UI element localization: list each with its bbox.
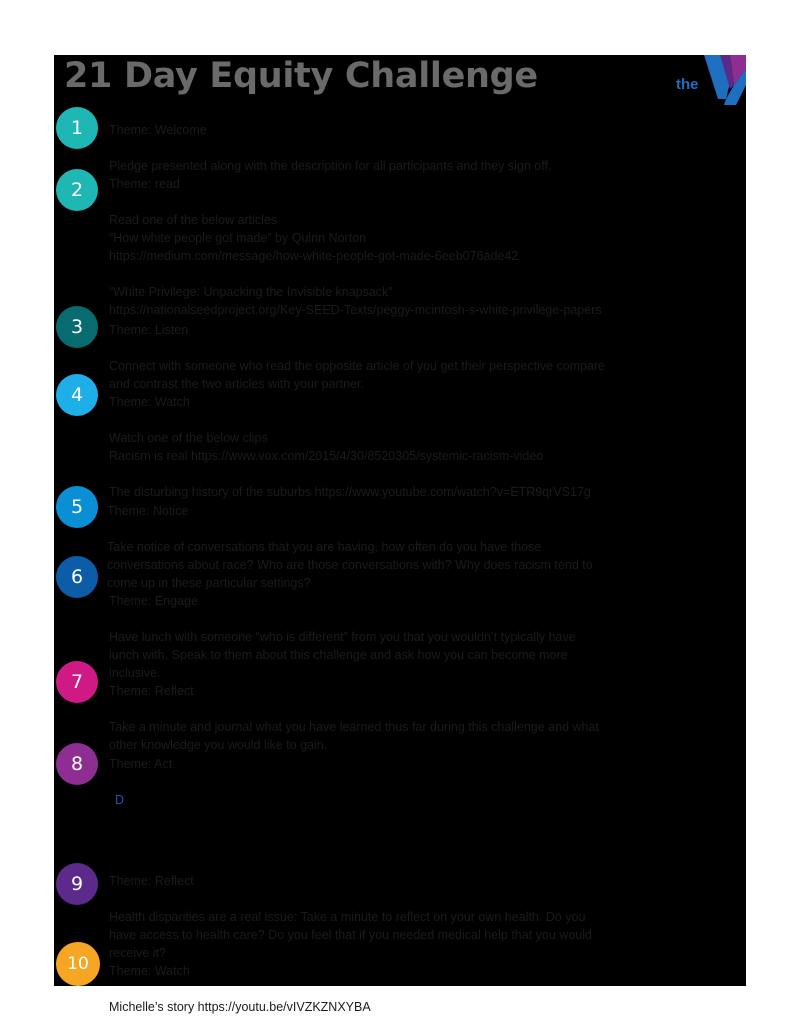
day-1-description: Pledge presented along with the description for all participants and they sign off. bbox=[109, 159, 552, 173]
day-4-description: Watch one of the below clips Racism is real https://www.vox.com/2015/4/30/8520305/systemic-racism-video The disturbing history of the suburbs https://www.youtube.com/watch?v=ETR9qrVS17g bbox=[109, 431, 591, 499]
day-10-entry bbox=[67, 944, 724, 1034]
day-5-description: Take notice of conversations that you are having, how often do you have those conversations about race? Who are those conversations with? Why does racism tend to come up in these particular settings? bbox=[107, 540, 593, 590]
svg-text:the: the bbox=[676, 76, 699, 93]
ymca-y-logo-icon bbox=[674, 55, 746, 105]
ymca-logo bbox=[674, 55, 746, 105]
day-5-theme: Theme: Notice bbox=[107, 504, 189, 518]
day-7-theme: Theme: Reflect bbox=[109, 684, 194, 698]
day-10-theme: Theme: Watch bbox=[109, 964, 190, 978]
day-7-description: Take a minute and journal what you have learned thus far during this challenge and what other knowledge you would like to gain. bbox=[109, 720, 599, 752]
day-3-number-badge: 3 bbox=[56, 306, 98, 348]
day-8-theme: Theme: Act bbox=[109, 757, 173, 771]
day-3-description: Connect with someone who read the opposite article of you get their perspective compare and contrast the two articles with your partner. bbox=[109, 359, 606, 391]
day-9-theme: Theme: Reflect bbox=[109, 874, 194, 888]
day-1-theme: Theme: Welcome bbox=[109, 123, 207, 137]
day-8-number-badge: 8 bbox=[56, 743, 98, 785]
day-4-theme: Theme: Watch bbox=[109, 395, 190, 409]
day-2-number-badge: 2 bbox=[56, 169, 98, 211]
day-9-description: Health disparities are a real issue: Take a minute to reflect on your own health. Do you have access to health care? Do you feel that if you needed medical help that you would receive it? bbox=[109, 910, 592, 960]
day-6-number-badge: 6 bbox=[56, 556, 98, 598]
day-10-number-badge: 10 bbox=[56, 942, 100, 986]
day-7-number-badge: 7 bbox=[56, 661, 98, 703]
day-4-number-badge: 4 bbox=[56, 374, 98, 416]
day-5-number-badge: 5 bbox=[56, 486, 98, 528]
day-8-entry bbox=[70, 737, 724, 827]
day-9-number-badge: 9 bbox=[56, 863, 98, 905]
document-page bbox=[54, 55, 746, 1014]
page-title: 21 Day Equity Challenge bbox=[64, 56, 538, 96]
day-6-description: Have lunch with someone “who is different” from you that you wouldn’t typically have lunch with. Speak to them about this challenge and ask how you can become more inclusive. bbox=[109, 630, 576, 680]
day-1-number-badge: 1 bbox=[56, 107, 98, 149]
day-10-description: Michelle’s story https://youtu.be/vIVZKZNXYBA bbox=[109, 1000, 371, 1014]
day-6-theme: Theme: Engage bbox=[109, 594, 198, 608]
day-3-theme: Theme: Listen bbox=[109, 323, 189, 337]
day-8-description: D bbox=[115, 793, 125, 807]
day-2-theme: Theme: read bbox=[109, 177, 180, 191]
day-2-description: Read one of the below articles “How white people got made” by Quinn Norton https://medium.com/message/how-white-people-got-made-6eeb076ade42 “White Privilege: Unpacking the Invisible knapsack” https://nationalseedproject.org/Key-SEED-Texts/peggy-mcintosh-s-white-privilege-papers bbox=[109, 213, 602, 317]
